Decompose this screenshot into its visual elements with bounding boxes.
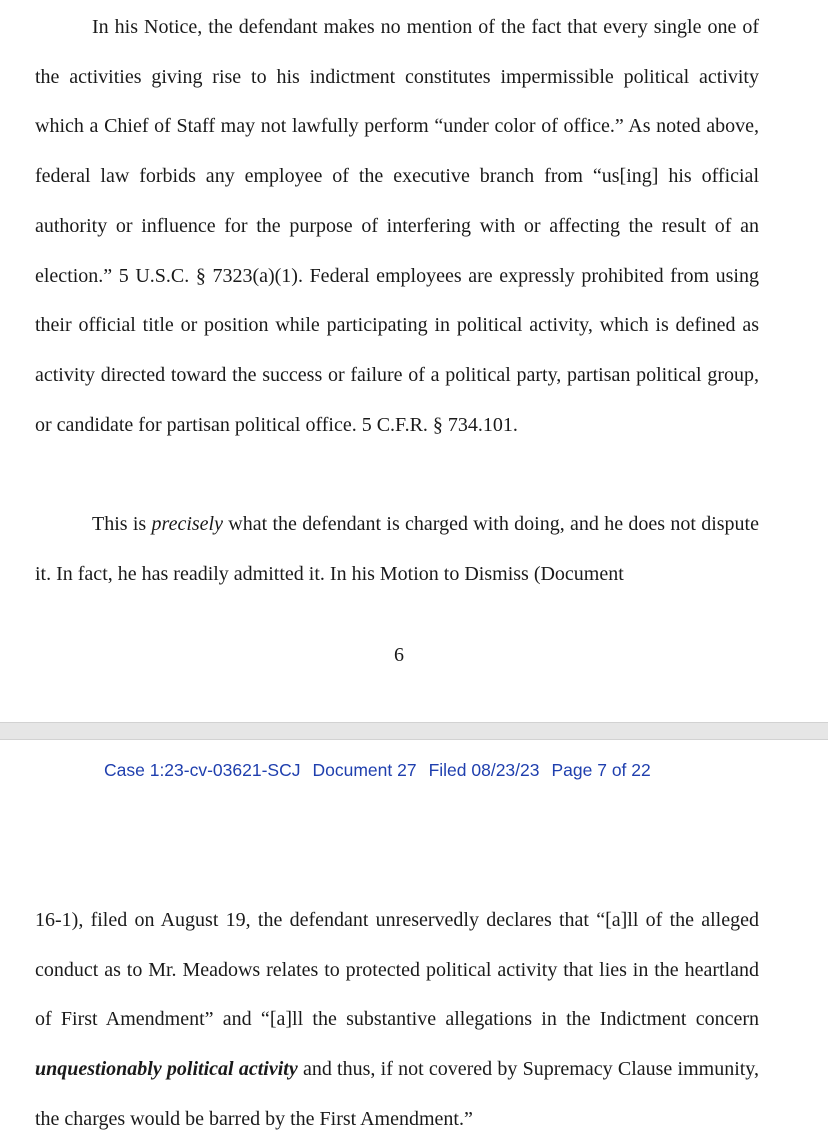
paragraph-text-end: and thus, if not covered by Supremacy Clause immunity, the charges would be barred by the First Amendment.” (35, 1058, 760, 1130)
paragraph-text-end: what the defendant is charged with doing, and he does not dispute it. In fact, he has readily admitted it. In his Motion to Dismiss (Document (35, 513, 759, 585)
body-paragraph-precisely (35, 500, 759, 599)
page-number: 6 (394, 644, 404, 666)
paragraph-text-start: 16-1), filed on August 19, the defendant unreservedly declares that “[a]ll of the alleged conduct as to Mr. Meadows relates to protected political activity that lies in the heartland of First Amendment” and “[a]ll the substantive allegations in the Indictment concern (35, 909, 759, 1031)
body-paragraph-notice (35, 3, 759, 450)
header-document: Document 27 (312, 760, 417, 780)
paragraph-text (35, 500, 759, 599)
paragraph-text-start: This is (92, 513, 152, 535)
header-case-number: Case 1:23-cv-03621-SCJ (104, 760, 301, 780)
header-filed-date: Filed 08/23/23 (428, 760, 540, 780)
header-page-count: Page 7 of 22 (551, 760, 651, 780)
case-header (104, 757, 663, 783)
emphasis-precisely: precisely (151, 513, 223, 535)
emphasis-political-activity: unquestionably political activity (35, 1058, 298, 1081)
paragraph-text: In his Notice, the defendant makes no mention of the fact that every single one of the activities giving rise to his indictment constitutes impermissible political activity which a Chief of Staff may not lawfully perform “under color of office.” As noted above, federal law forbids any employee of the executive branch from “us[ing] his official authority or influence for the purpose of interfering with or affecting the result of an election.” 5 U.S.C. § 7323(a)(1). Federal employees are expressly prohibited from using their official title or position while participating in political activity, which is defined as activity directed toward the success or failure of a political party, partisan political group, or candidate for partisan political office. 5 C.F.R. § 734.101. (35, 16, 759, 436)
page-separator (0, 722, 828, 740)
body-paragraph-motion (35, 896, 759, 1145)
paragraph-text (35, 896, 759, 1145)
